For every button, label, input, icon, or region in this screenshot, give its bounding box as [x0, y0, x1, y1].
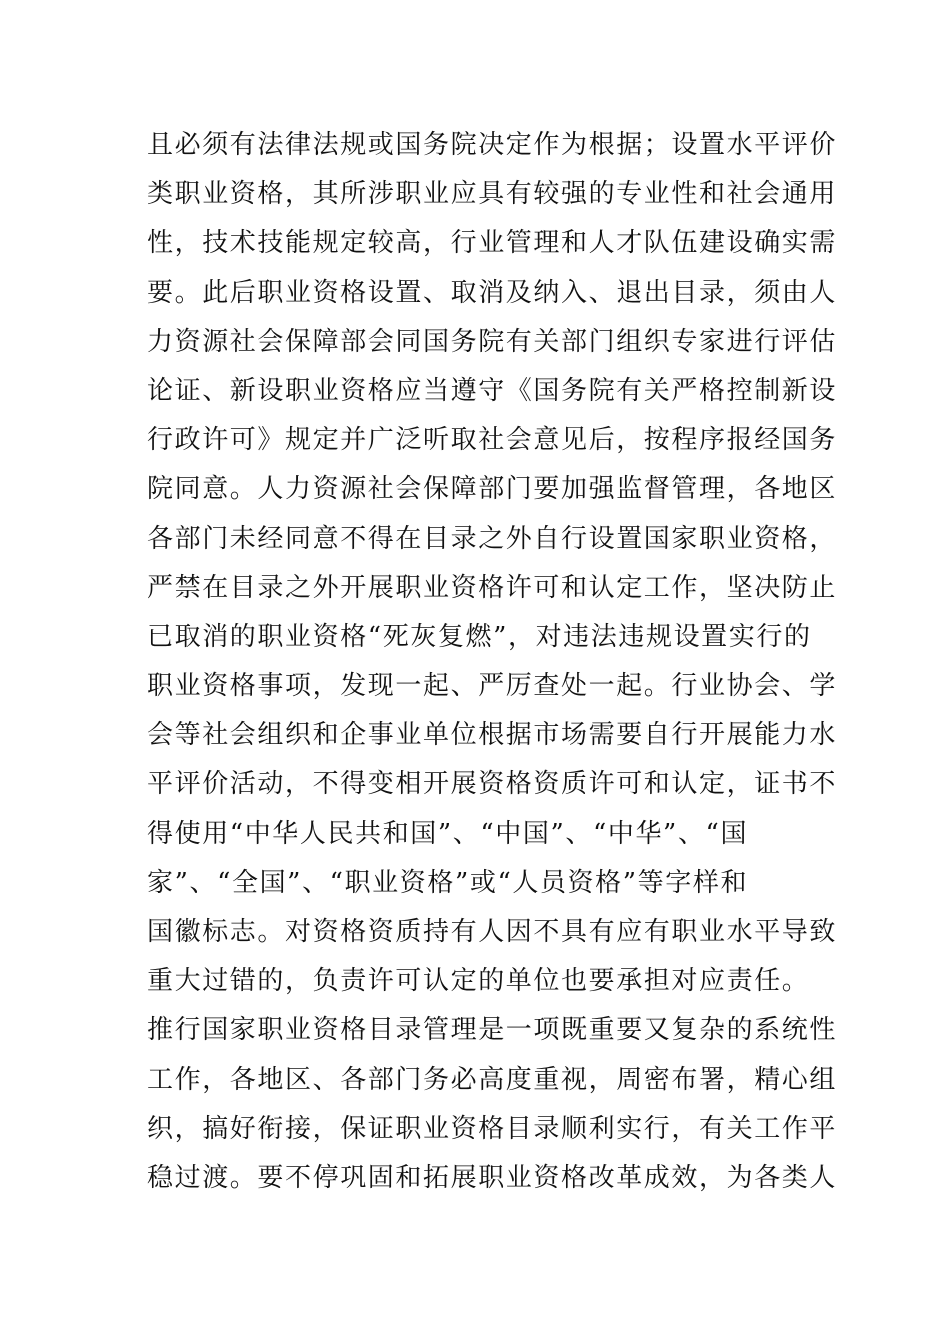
text-line: 严禁在目录之外开展职业资格许可和认定工作，坚决防止: [147, 572, 838, 603]
text-line: 院同意。人力资源社会保障部门要加强监督管理，各地区: [147, 474, 838, 505]
text-line: 家”、“全国”、“职业资格”或“人员资格”等字样和: [147, 867, 749, 898]
text-line: 力资源社会保障部会同国务院有关部门组织专家进行评估: [147, 326, 838, 357]
text-line: 且必须有法律法规或国务院决定作为根据；设置水平评价: [147, 130, 838, 160]
text-line: 国徽标志。对资格资质持有人因不具有应有职业水平导致: [147, 917, 838, 947]
text-line: 类职业资格，其所涉职业应具有较强的专业性和社会通用: [147, 179, 838, 210]
text-line: 得使用“中华人民共和国”、“中国”、“中华”、“国: [147, 818, 749, 849]
text-line: 各部门未经同意不得在目录之外自行设置国家职业资格，: [147, 523, 838, 554]
text-line: 织，搞好衔接，保证职业资格目录顺利实行，有关工作平: [147, 1113, 838, 1144]
text-line: 平评价活动，不得变相开展资格资质许可和认定，证书不: [147, 769, 838, 800]
text-line: 要。此后职业资格设置、取消及纳入、退出目录，须由人: [147, 277, 838, 308]
text-line: 论证、新设职业资格应当遵守《国务院有关严格控制新设: [147, 375, 838, 406]
text-line: 稳过渡。要不停巩固和拓展职业资格改革成效，为各类人: [147, 1162, 838, 1193]
text-line: 重大过错的，负责许可认定的单位也要承担对应责任。: [147, 966, 810, 997]
text-line: 行政许可》规定并广泛听取社会意见后，按程序报经国务: [147, 425, 838, 456]
text-line: 职业资格事项，发现一起、严厉查处一起。行业协会、学: [147, 671, 838, 702]
text-line: 工作，各地区、各部门务必高度重视，周密布署，精心组: [147, 1064, 838, 1095]
text-line: 已取消的职业资格“死灰复燃”，对违法违规设置实行的: [147, 621, 812, 652]
body-text: [147, 121, 838, 1203]
text-line: 性，技术技能规定较高，行业管理和人才队伍建设确实需: [147, 228, 838, 259]
text-line: 会等社会组织和企事业单位根据市场需要自行开展能力水: [147, 720, 838, 751]
text-line: 推行国家职业资格目录管理是一项既重要又复杂的系统性: [147, 1015, 838, 1046]
